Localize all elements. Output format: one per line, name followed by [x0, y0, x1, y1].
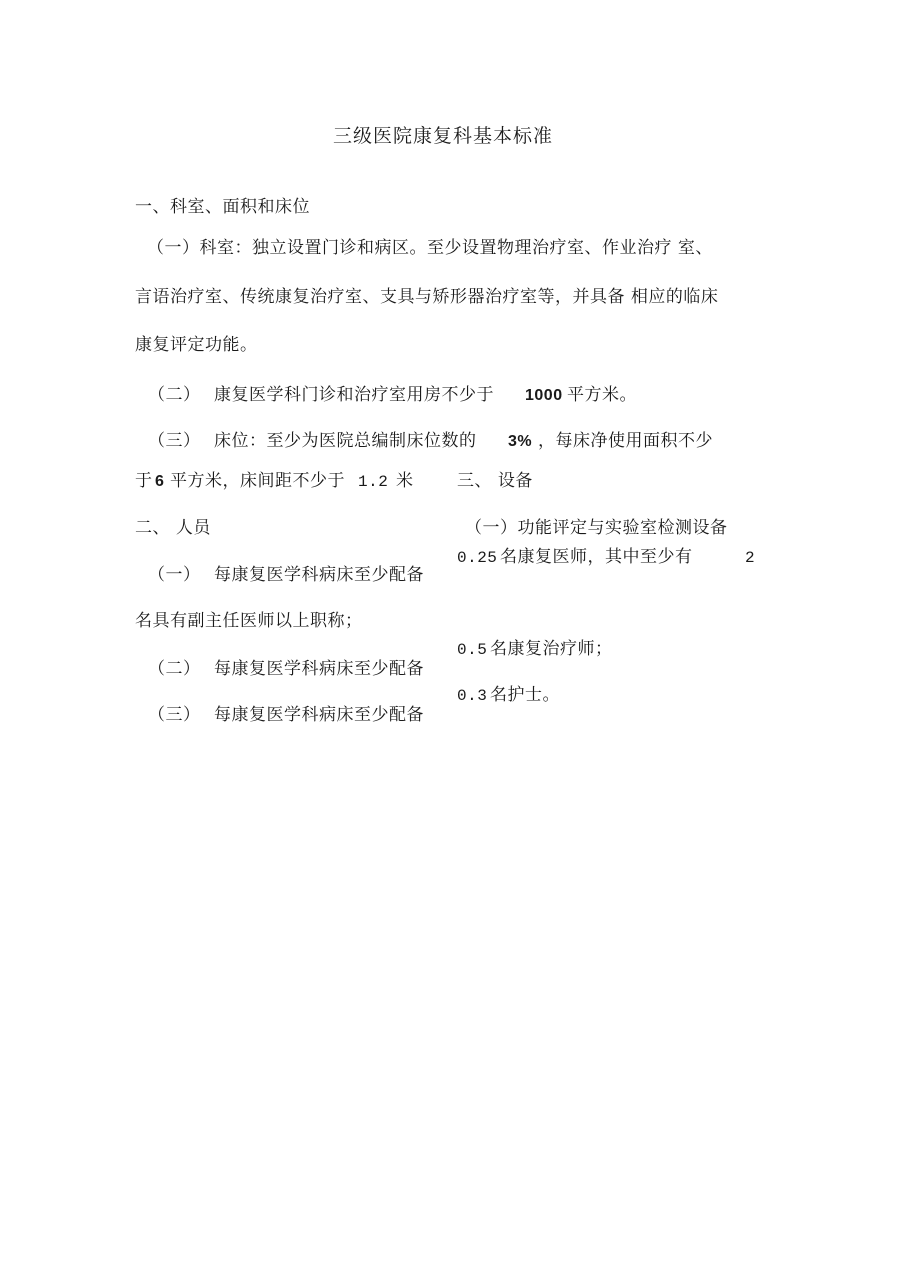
section1-item3-line2-b: 平方米，床间距不少于	[170, 471, 345, 491]
section2-item1-rest: 名康复医师，其中至少有	[500, 547, 693, 567]
section1-item3-line2-number2: 1.2	[358, 473, 389, 491]
page-title: 三级医院康复科基本标准	[333, 125, 554, 147]
section1-item1-line3: 康复评定功能。	[135, 335, 258, 355]
section2-item3-prefix: （三）	[148, 705, 201, 725]
section2-item1-value: 0.25	[457, 549, 498, 567]
section2-item3-text: 每康复医学科病床至少配备	[214, 705, 424, 725]
section1-item2-text-a: 康复医学科门诊和治疗室用房不少于	[214, 385, 494, 405]
section1-item3-prefix: （三）	[148, 431, 201, 451]
section3-item1: （一）功能评定与实验室检测设备	[465, 518, 728, 538]
section2-item2-prefix: （二）	[148, 659, 201, 679]
section1-heading: 一、科室、面积和床位	[135, 197, 310, 217]
section2-item1-continuation: 名具有副主任医师以上职称；	[135, 611, 363, 631]
section1-item3-number: 3%	[508, 433, 533, 450]
section1-item1-line1: （一）科室：独立设置门诊和病区。至少设置物理治疗室、作业治疗 室、	[147, 238, 713, 258]
section1-item3-line2-number: 6	[155, 473, 165, 490]
section2-heading: 二、 人员	[135, 518, 211, 538]
section2-item3-value: 0.3	[457, 687, 488, 705]
section2-item2-rest: 名康复治疗师；	[490, 639, 613, 659]
section2-item2-value: 0.5	[457, 641, 488, 659]
section1-item2-text-b: 平方米。	[567, 385, 637, 405]
section2-item1-prefix: （一）	[148, 565, 201, 585]
section1-item1-line2: 言语治疗室、传统康复治疗室、支具与矫形器治疗室等，并具备 相应的临床	[135, 287, 719, 307]
section1-item3-text-a: 床位：至少为医院总编制床位数的	[214, 431, 477, 451]
section1-item3-line2-a: 于	[135, 471, 153, 491]
section3-heading: 三、 设备	[457, 471, 533, 491]
section1-item3-text-b: ，每床净使用面积不少	[538, 431, 713, 451]
section1-item2-number: 1000	[525, 387, 563, 404]
section2-item1-count: 2	[745, 549, 756, 567]
section2-item1-text: 每康复医学科病床至少配备	[214, 565, 424, 585]
section2-item3-rest: 名护士。	[490, 685, 560, 705]
section2-item2-text: 每康复医学科病床至少配备	[214, 659, 424, 679]
section1-item2-prefix: （二）	[148, 385, 201, 405]
section1-item3-line2-c: 米	[396, 471, 414, 491]
